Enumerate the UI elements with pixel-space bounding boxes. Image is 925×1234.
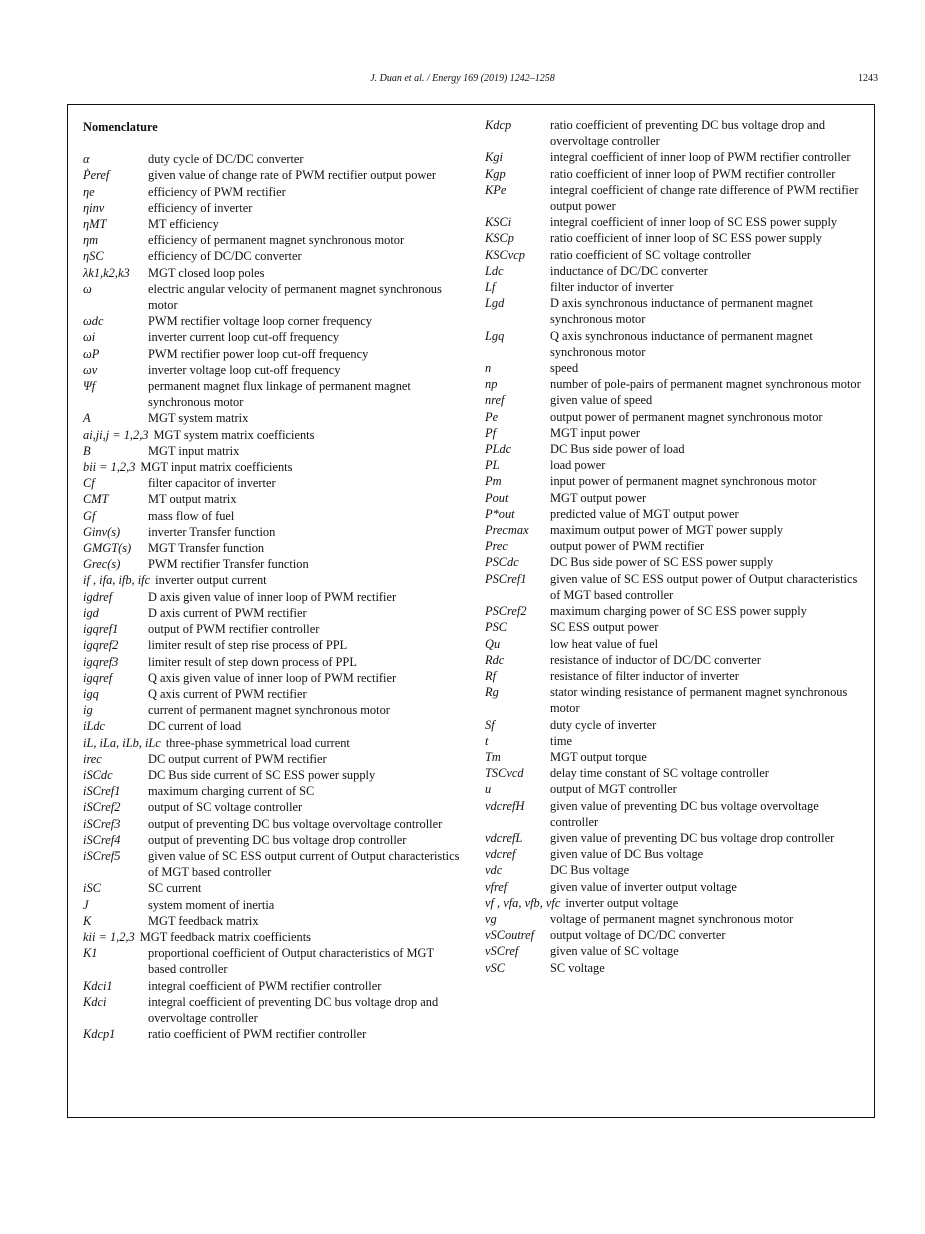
entry-symbol: ω — [83, 281, 92, 296]
entry-definition: output of PWM rectifier controller — [148, 622, 320, 637]
entry-definition: maximum charging current of SC — [148, 784, 315, 799]
entry-definition: DC Bus side power of SC ESS power supply — [550, 555, 774, 570]
entry-symbol: ωdc — [83, 314, 104, 329]
nomenclature-entry — [485, 862, 865, 878]
entry-definition: inverter current loop cut-off frequency — [148, 330, 340, 345]
nomenclature-entry — [485, 911, 865, 927]
entry-definition: given value of SC voltage — [550, 944, 679, 959]
entry-symbol: vSCoutref — [485, 928, 535, 943]
entry-symbol: u — [485, 782, 492, 797]
entry-symbol: Cf — [83, 476, 95, 491]
nomenclature-entry — [83, 281, 463, 313]
entry-symbol: Lf — [485, 280, 496, 295]
entry-definition: given value of SC ESS output power of Output characteristics of MGT based controller — [550, 571, 858, 602]
entry-definition: number of pole-pairs of permanent magnet synchronous motor — [550, 377, 861, 392]
entry-symbol: Rg — [485, 685, 499, 700]
nomenclature-entry — [485, 230, 865, 246]
entry-symbol: KSCp — [485, 231, 514, 246]
entry-definition: output voltage of DC/DC converter — [550, 928, 726, 943]
entry-symbol: CMT — [83, 492, 109, 507]
entry-definition: resistance of filter inductor of inverter — [550, 668, 739, 683]
entry-symbol: iSCref2 — [83, 800, 121, 815]
nomenclature-entry — [485, 214, 865, 230]
entry-symbol: t — [485, 733, 489, 748]
entry-definition: output power of PWM rectifier — [550, 539, 705, 554]
nomenclature-entry — [83, 443, 463, 459]
entry-symbol: iSCref1 — [83, 784, 121, 799]
entry-definition: D axis current of PWM rectifier — [148, 605, 307, 620]
entry-symbol: K1 — [83, 946, 98, 961]
nomenclature-entry — [83, 362, 463, 378]
entry-symbol: PLdc — [485, 442, 512, 457]
nomenclature-entry — [83, 994, 463, 1026]
nomenclature-entry — [485, 328, 865, 360]
entry-definition: maximum charging power of SC ESS power supply — [550, 604, 807, 619]
nomenclature-entry — [83, 167, 463, 183]
entry-symbol: iSCref4 — [83, 832, 121, 847]
nomenclature-entry — [485, 619, 865, 635]
nomenclature-entry — [485, 441, 865, 457]
entry-symbol: PSCref2 — [485, 604, 527, 619]
nomenclature-entry — [485, 879, 865, 895]
nomenclature-entry — [485, 927, 865, 943]
nomenclature-entry — [485, 506, 865, 522]
entry-symbol: J — [83, 897, 89, 912]
entry-definition: ratio coefficient of inner loop of PWM rectifier controller — [550, 166, 836, 181]
entry-symbol: Rdc — [485, 652, 505, 667]
nomenclature-entry — [83, 783, 463, 799]
entry-symbol: vdcrefH — [485, 798, 525, 813]
nomenclature-entry — [83, 589, 463, 605]
nomenclature-entry — [83, 913, 463, 929]
entry-definition: inverter voltage loop cut-off frequency — [148, 362, 341, 377]
entry-definition: MT efficiency — [148, 217, 219, 232]
nomenclature-entry — [83, 200, 463, 216]
nomenclature-entry — [83, 670, 463, 686]
nomenclature-entry — [83, 897, 463, 913]
entry-symbol: PSCdc — [485, 555, 519, 570]
nomenclature-entry — [485, 473, 865, 489]
entry-definition: speed — [550, 361, 579, 376]
entry-definition: MGT input matrix — [148, 443, 240, 458]
nomenclature-entry — [83, 151, 463, 167]
entry-symbol: Tm — [485, 749, 501, 764]
entry-definition: integral coefficient of PWM rectifier controller — [148, 978, 382, 993]
nomenclature-entry — [485, 457, 865, 473]
entry-definition: input power of permanent magnet synchronous motor — [550, 474, 817, 489]
entry-symbol: Lgq — [485, 328, 505, 343]
nomenclature-entry — [83, 508, 463, 524]
entry-definition: MGT Transfer function — [148, 541, 265, 556]
nomenclature-entry — [485, 717, 865, 733]
nomenclature-entry — [485, 166, 865, 182]
entry-definition: DC Bus side power of load — [550, 442, 685, 457]
entry-definition: three-phase symmetrical load current — [165, 735, 350, 750]
entry-symbol: igdref — [83, 589, 113, 604]
nomenclature-entry — [485, 279, 865, 295]
entry-definition: output of preventing DC bus voltage overvoltage controller — [148, 816, 443, 831]
entry-definition: output of SC voltage controller — [148, 800, 303, 815]
entry-definition: given value of change rate of PWM rectifier output power — [148, 168, 436, 183]
nomenclature-entry — [83, 540, 463, 556]
entry-symbol: Gf — [83, 508, 96, 523]
entry-definition: load power — [550, 458, 606, 473]
entry-definition: inverter Transfer function — [148, 524, 276, 539]
nomenclature-entry — [83, 929, 463, 945]
entry-definition: ratio coefficient of PWM rectifier controller — [148, 1027, 367, 1042]
entry-definition: output of MGT controller — [550, 782, 677, 797]
nomenclature-entry — [485, 247, 865, 263]
entry-definition: DC Bus voltage — [550, 863, 630, 878]
page-number: 1243 — [858, 73, 878, 84]
nomenclature-entry — [83, 751, 463, 767]
entry-definition: duty cycle of DC/DC converter — [148, 152, 304, 167]
entry-definition: D axis given value of inner loop of PWM rectifier — [148, 589, 397, 604]
entry-symbol: n — [485, 361, 492, 376]
nomenclature-entry — [485, 360, 865, 376]
nomenclature-entry — [83, 718, 463, 734]
nomenclature-entry — [485, 684, 865, 716]
entry-symbol: irec — [83, 751, 102, 766]
entry-symbol: α — [83, 152, 90, 167]
entry-definition: MGT input power — [550, 425, 640, 440]
entry-definition: filter inductor of inverter — [550, 280, 674, 295]
entry-definition: current of permanent magnet synchronous motor — [148, 703, 390, 718]
nomenclature-entry — [485, 571, 865, 603]
nomenclature-entry — [83, 524, 463, 540]
entry-definition: limiter result of step rise process of PPL — [148, 638, 348, 653]
nomenclature-entry — [485, 425, 865, 441]
entry-symbol: iL, iLa, iLb, iLc — [83, 735, 161, 750]
entry-symbol: iSCref3 — [83, 816, 121, 831]
entry-definition: permanent magnet flux linkage of permanent magnet synchronous motor — [148, 379, 411, 410]
entry-definition: output of preventing DC bus voltage drop controller — [148, 832, 407, 847]
entry-definition: resistance of inductor of DC/DC converter — [550, 652, 761, 667]
entry-symbol: Precmax — [485, 523, 529, 538]
nomenclature-entry — [83, 216, 463, 232]
nomenclature-entry — [485, 182, 865, 214]
nomenclature-entry — [83, 735, 463, 751]
entry-symbol: igd — [83, 605, 99, 620]
entry-symbol: K — [83, 913, 92, 928]
entry-symbol: if , ifa, ifb, ifc — [83, 573, 151, 588]
entry-definition: MGT output power — [550, 490, 647, 505]
entry-symbol: Qu — [485, 636, 501, 651]
nomenclature-entry — [485, 781, 865, 797]
entry-definition: D axis synchronous inductance of permanent magnet synchronous motor — [550, 296, 813, 327]
entry-symbol: Kgi — [485, 150, 503, 165]
entry-symbol: Kdcp — [485, 118, 512, 132]
entry-symbol: ai,ji,j = 1,2,3 — [83, 427, 149, 442]
nomenclature-entry — [83, 346, 463, 362]
entry-symbol: ωP — [83, 346, 100, 361]
entry-symbol: vfref — [485, 879, 508, 894]
entry-symbol: igqref — [83, 670, 113, 685]
entry-symbol: KSCvcp — [485, 247, 525, 262]
entry-symbol: Pe — [485, 409, 499, 424]
entry-definition: given value of SC ESS output current of Output characteristics of MGT based controller — [148, 848, 460, 880]
nomenclature-entry — [83, 637, 463, 653]
entry-definition: Q axis synchronous inductance of permanent magnet synchronous motor — [550, 328, 813, 359]
entry-definition: efficiency of inverter — [148, 200, 253, 215]
entry-symbol: igq — [83, 686, 99, 701]
entry-symbol: Sf — [485, 717, 495, 732]
nomenclature-entry — [485, 117, 865, 149]
entry-symbol: Kdcp1 — [83, 1027, 116, 1042]
nomenclature-entry — [83, 378, 463, 410]
entry-definition: electric angular velocity of permanent magnet synchronous motor — [148, 281, 442, 313]
entry-definition: filter capacitor of inverter — [148, 476, 276, 491]
nomenclature-entry — [485, 295, 865, 327]
entry-symbol: Ginv(s) — [83, 524, 121, 539]
entry-definition: voltage of permanent magnet synchronous motor — [550, 911, 794, 926]
nomenclature-entry — [83, 978, 463, 994]
entry-symbol: iSC — [83, 881, 101, 896]
entry-symbol: bii = 1,2,3 — [83, 460, 136, 475]
nomenclature-entry — [485, 960, 865, 976]
entry-definition: proportional coefficient of Output characteristics of MGT based controller — [148, 946, 434, 977]
entry-definition: predicted value of MGT output power — [550, 506, 739, 521]
nomenclature-entry — [83, 605, 463, 621]
nomenclature-right-column — [485, 117, 865, 976]
entry-definition: efficiency of permanent magnet synchronous motor — [148, 233, 405, 248]
entry-symbol: Kdci1 — [83, 978, 113, 993]
entry-definition: MT output matrix — [148, 492, 237, 507]
entry-symbol: iSCref5 — [83, 848, 121, 863]
nomenclature-entry — [485, 798, 865, 830]
entry-definition: MGT closed loop poles — [148, 265, 265, 280]
entry-symbol: kii = 1,2,3 — [83, 929, 135, 944]
entry-definition: DC Bus side current of SC ESS power supply — [148, 767, 376, 782]
entry-symbol: GMGT(s) — [83, 541, 132, 556]
nomenclature-entry — [83, 491, 463, 507]
entry-definition: stator winding resistance of permanent magnet synchronous motor — [550, 685, 848, 716]
entry-symbol: vg — [485, 911, 497, 926]
entry-symbol: Ψf — [83, 379, 96, 394]
entry-definition: DC current of load — [148, 719, 242, 734]
nomenclature-entry — [485, 392, 865, 408]
nomenclature-entry — [485, 749, 865, 765]
entry-definition: efficiency of PWM rectifier — [148, 184, 286, 199]
entry-definition: Q axis given value of inner loop of PWM rectifier — [148, 670, 397, 685]
entry-definition: output power of permanent magnet synchronous motor — [550, 409, 823, 424]
entry-definition: PWM rectifier voltage loop corner frequency — [148, 314, 372, 329]
nomenclature-entry — [485, 943, 865, 959]
nomenclature-entry — [485, 652, 865, 668]
entry-definition: integral coefficient of inner loop of SC ESS power supply — [550, 215, 838, 230]
entry-definition: given value of preventing DC bus voltage drop controller — [550, 830, 835, 845]
entry-symbol: vdc — [485, 863, 503, 878]
entry-symbol: Prec — [485, 539, 508, 554]
nomenclature-entry — [83, 248, 463, 264]
nomenclature-entry — [485, 846, 865, 862]
entry-definition: SC voltage — [550, 960, 605, 975]
nomenclature-entry — [83, 621, 463, 637]
entry-definition: MGT feedback matrix coefficients — [139, 929, 311, 944]
nomenclature-entry — [83, 184, 463, 200]
nomenclature-entry — [83, 686, 463, 702]
nomenclature-entry — [83, 427, 463, 443]
nomenclature-entry — [83, 880, 463, 896]
entry-definition: inductance of DC/DC converter — [550, 263, 708, 278]
entry-symbol: ωv — [83, 362, 98, 377]
nomenclature-title: Nomenclature — [83, 120, 158, 134]
entry-definition: SC ESS output power — [550, 620, 659, 635]
entry-definition: ratio coefficient of inner loop of SC ESS power supply — [550, 231, 822, 246]
entry-definition: MGT system matrix — [148, 411, 249, 426]
entry-symbol: ηMT — [83, 217, 107, 232]
nomenclature-entry — [485, 636, 865, 652]
entry-definition: system moment of inertia — [148, 897, 275, 912]
entry-definition: inverter output current — [155, 573, 267, 588]
nomenclature-entry — [485, 554, 865, 570]
entry-definition: integral coefficient of change rate difference of PWM rectifier output power — [550, 182, 859, 214]
nomenclature-entry — [485, 603, 865, 619]
entry-symbol: PSCref1 — [485, 571, 527, 586]
entry-symbol: Pf — [485, 425, 497, 440]
entry-definition: Q axis current of PWM rectifier — [148, 686, 307, 701]
entry-symbol: ηinv — [83, 200, 105, 215]
nomenclature-entry — [83, 572, 463, 588]
entry-symbol: Lgd — [485, 296, 505, 311]
entry-symbol: np — [485, 377, 498, 392]
entry-definition: duty cycle of inverter — [550, 717, 657, 732]
entry-definition: limiter result of step down process of PPL — [148, 654, 357, 669]
nomenclature-entry — [83, 945, 463, 977]
entry-symbol: B — [83, 443, 91, 458]
nomenclature-box — [67, 104, 875, 1118]
nomenclature-entry — [485, 895, 865, 911]
nomenclature-entry — [83, 265, 463, 281]
nomenclature-entry — [485, 522, 865, 538]
journal-citation: J. Duan et al. / Energy 169 (2019) 1242–1258 — [370, 73, 555, 84]
entry-definition: integral coefficient of preventing DC bus voltage drop and overvoltage controller — [148, 994, 439, 1025]
running-header — [0, 73, 925, 87]
entry-definition: low heat value of fuel — [550, 636, 659, 651]
entry-symbol: Kgp — [485, 166, 506, 181]
nomenclature-entry — [83, 767, 463, 783]
entry-definition: given value of DC Bus voltage — [550, 847, 704, 862]
entry-definition: PWM rectifier Transfer function — [148, 557, 309, 572]
nomenclature-entry — [83, 799, 463, 815]
nomenclature-entry — [83, 1026, 463, 1042]
entry-symbol: Kdci — [83, 994, 107, 1009]
entry-definition: efficiency of DC/DC converter — [148, 249, 302, 264]
entry-definition: inverter output voltage — [565, 895, 679, 910]
nomenclature-entry — [83, 410, 463, 426]
entry-symbol: vdcref — [485, 847, 516, 862]
nomenclature-entry — [83, 654, 463, 670]
nomenclature-entry — [83, 816, 463, 832]
nomenclature-entry — [83, 832, 463, 848]
nomenclature-entry — [485, 263, 865, 279]
nomenclature-entry — [485, 149, 865, 165]
entry-symbol: ηSC — [83, 249, 104, 264]
entry-symbol: KPe — [485, 182, 507, 197]
entry-symbol: igqref2 — [83, 638, 119, 653]
entry-definition: PWM rectifier power loop cut-off frequency — [148, 346, 369, 361]
entry-symbol: TSCvcd — [485, 766, 524, 781]
nomenclature-entry — [83, 313, 463, 329]
entry-symbol: vSC — [485, 960, 505, 975]
nomenclature-entry — [83, 232, 463, 248]
entry-symbol: Ṗeref — [83, 168, 110, 183]
entry-definition: time — [550, 733, 573, 748]
entry-definition: DC output current of PWM rectifier — [148, 751, 327, 766]
entry-symbol: P*out — [485, 506, 515, 521]
nomenclature-entry — [83, 475, 463, 491]
entry-symbol: ηm — [83, 233, 99, 248]
entry-symbol: ωi — [83, 330, 96, 345]
entry-definition: SC current — [148, 881, 202, 896]
entry-symbol: iLdc — [83, 719, 106, 734]
entry-definition: MGT output torque — [550, 749, 647, 764]
nomenclature-entry — [83, 459, 463, 475]
entry-symbol: KSCi — [485, 215, 512, 230]
entry-symbol: vf , vfa, vfb, vfc — [485, 895, 561, 910]
nomenclature-entry — [485, 490, 865, 506]
entry-definition: ratio coefficient of preventing DC bus voltage drop and overvoltage controller — [550, 118, 826, 149]
nomenclature-entry — [83, 848, 463, 880]
entry-symbol: Ldc — [485, 263, 504, 278]
entry-definition: MGT system matrix coefficients — [153, 427, 315, 442]
nomenclature-entry — [83, 702, 463, 718]
entry-definition: integral coefficient of inner loop of PWM rectifier controller — [550, 150, 851, 165]
entry-symbol: PSC — [485, 620, 508, 635]
nomenclature-entry — [485, 765, 865, 781]
entry-symbol: iSCdc — [83, 767, 113, 782]
nomenclature-entry — [485, 409, 865, 425]
entry-symbol: Grec(s) — [83, 557, 121, 572]
nomenclature-entry — [485, 376, 865, 392]
entry-definition: ratio coefficient of SC voltage controller — [550, 247, 752, 262]
entry-symbol: igqref1 — [83, 622, 119, 637]
entry-definition: MGT input matrix coefficients — [140, 460, 293, 475]
entry-definition: maximum output power of MGT power supply — [550, 523, 784, 538]
entry-symbol: Pm — [485, 474, 502, 489]
nomenclature-entry — [485, 538, 865, 554]
entry-definition: given value of preventing DC bus voltage overvoltage controller — [550, 798, 819, 829]
entry-symbol: vSCref — [485, 944, 519, 959]
nomenclature-entry — [485, 830, 865, 846]
entry-symbol: Rf — [485, 668, 497, 683]
entry-symbol: A — [83, 411, 91, 426]
entry-definition: delay time constant of SC voltage controller — [550, 766, 769, 781]
nomenclature-entry — [485, 668, 865, 684]
nomenclature-entry — [485, 733, 865, 749]
entry-symbol: PL — [485, 458, 500, 473]
entry-symbol: Pout — [485, 490, 509, 505]
entry-definition: given value of inverter output voltage — [550, 879, 737, 894]
entry-symbol: ηe — [83, 184, 95, 199]
nomenclature-entry — [83, 556, 463, 572]
entry-definition: mass flow of fuel — [148, 508, 235, 523]
entry-symbol: vdcrefL — [485, 830, 523, 845]
nomenclature-entry — [83, 329, 463, 345]
entry-definition: given value of speed — [550, 393, 653, 408]
entry-symbol: igqref3 — [83, 654, 119, 669]
entry-definition: MGT feedback matrix — [148, 913, 259, 928]
nomenclature-left-column — [83, 117, 463, 1042]
entry-symbol: λk1,k2,k3 — [83, 265, 130, 280]
entry-symbol: ig — [83, 703, 93, 718]
entry-symbol: nref — [485, 393, 505, 408]
